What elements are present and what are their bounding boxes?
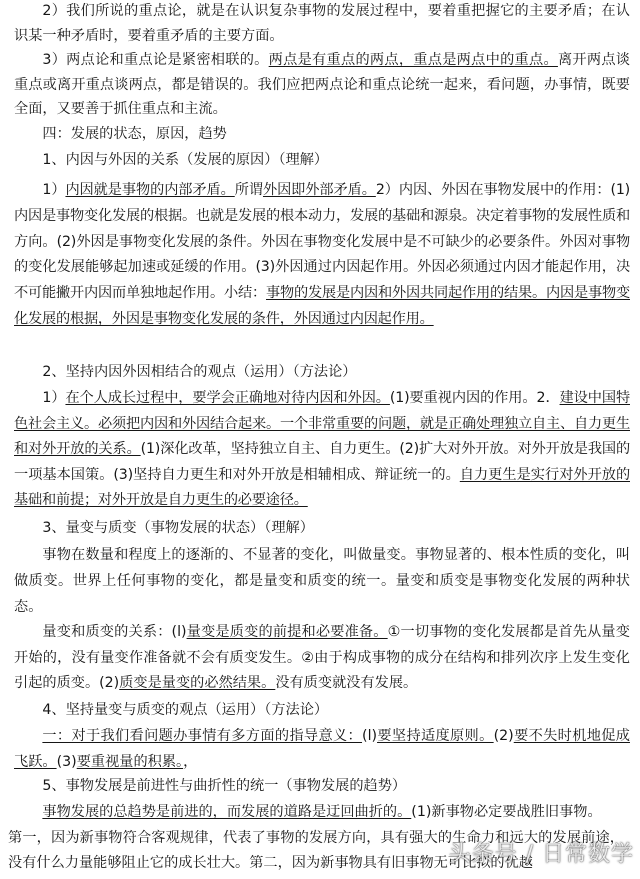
underlined-text: 内因就是事物的内部矛盾。	[65, 182, 235, 198]
underlined-text: 要重视量的积累。	[76, 753, 184, 770]
text: 2）我们所说的重点论，就是在认识复杂事物的发展过程中，要着重把握它的主要矛盾；在认识某一种矛盾时，要着重矛盾的主要方面。	[14, 3, 630, 44]
paragraph-quantity-quality-definition	[0, 542, 640, 620]
underlined-text: 自力更生是实行对外开放的基础和前提；对外开放是自力更生的必要途径。	[14, 466, 630, 509]
heading-text: 5、事物发展是前进性与曲折性的统一（事物发展的趋势）	[42, 778, 407, 794]
text: ，	[183, 753, 198, 770]
paragraph-guidance	[0, 724, 640, 775]
paragraph-two-points-and-focus	[0, 48, 640, 122]
subheading-internal-external	[0, 148, 640, 173]
underlined-text: 事物的发展是内因和外因共同起作用的结果。内因是事物变化发展的根据，外因是事物变化发展的条件，外因通过内因起作用。	[14, 285, 630, 327]
text: 3）两点论和重点论是紧密相联的。	[42, 52, 269, 68]
text: 离开两点谈重点或离开重点谈两点，都是错误的。我们应把两点论和重点论统一起来，看问题，办事情，既要全面，又要善于抓住重点和主流。	[14, 52, 630, 117]
text: (1)要重视内因的作用。2．	[389, 390, 560, 406]
heading-text: 1、内因与外因的关系（发展的原因）（理解）	[42, 152, 329, 168]
text: 量变和质变的关系：(l)	[42, 624, 187, 640]
text: 所谓	[234, 182, 263, 198]
text: (l)	[362, 728, 378, 744]
text: 1）	[42, 182, 66, 198]
paragraph-general-trend	[0, 800, 640, 825]
underlined-text: 要不失时机地促成飞跃。	[14, 728, 630, 770]
paragraph-new-things	[0, 826, 634, 876]
underlined-text: 要坚持适度原则。	[377, 728, 494, 744]
text: (3)	[56, 753, 77, 770]
text: ①一切事物的变化发展都是首先从量变开始的，没有量变作准备就不会有质变发生。②由于构成事物的成分在结构和排列次序上发生变化引起的质变。(2)	[14, 624, 630, 691]
paragraph-internal-external-causes	[0, 178, 640, 333]
paragraph-quantity-quality-relation	[0, 620, 640, 697]
underlined-text: 一：对于我们看问题办事情有多方面的指导意义：	[42, 728, 363, 744]
heading-text: 四：发展的状态，原因，趋势	[42, 126, 227, 142]
underlined-text: 在个人成长过程中，要学会正确地对待内因和外因。	[65, 390, 390, 406]
text: (1)新事物必定要战胜旧事物。	[411, 804, 602, 820]
text: 事物在数量和程度上的逐渐的、不显著的变化，叫做量变。事物显著的、根本性质的变化，叫做质变。世界上任何事物的变化，都是量变和质变的统一。量变和质变是事物变化发展的两种状态。	[14, 547, 630, 615]
underlined-text: 外因即外部矛盾。	[262, 182, 376, 198]
text: 第一，因为新事物符合客观规律，代表了事物的发展方向，具有强大的生命力和远大的发展前途，没有什么力量能够阻止它的成长壮大。第二，因为新事物具有旧事物无可比拟的优越	[8, 830, 624, 871]
text: 没有质变就没有发展。	[275, 675, 418, 691]
underlined-text: 建设中国特色社会主义。必须把内因和外因结合起来。一个非常重要的问题，就是正确处理独立自主、自力更生和对外开放的关系。	[14, 390, 630, 458]
underlined-text: 事物发展的总趋势是前进的，而发展的道路是迂回曲折的。	[42, 804, 412, 820]
underlined-text: 量变是质变的前提和必要准备。	[186, 624, 388, 640]
heading-text: 4、坚持量变与质变的观点（运用）（方法论）	[42, 702, 329, 718]
text: (1)深化改革，坚持独立自主、自力更生。(2)扩大对外开放。对外开放是我国的一项基本国策。(3)坚持自力更生和对外开放是相辅相成、辩证统一的。	[14, 441, 630, 483]
subheading-quantity-quality	[0, 516, 640, 541]
heading-text: 3、量变与质变（事物发展的状态）（理解）	[42, 520, 314, 536]
subheading-development-trend	[0, 774, 640, 799]
section-heading-4	[0, 122, 640, 147]
text: (2)	[493, 728, 514, 744]
subheading-quantity-quality-method	[0, 698, 640, 723]
underlined-text: 两点是有重点的两点，重点是两点中的重点。	[268, 52, 558, 68]
underlined-text: 质变是量变的必然结果。	[119, 675, 276, 691]
paragraph-combine-causes	[0, 386, 640, 514]
text: 1）	[42, 390, 66, 406]
subheading-combine-causes	[0, 360, 640, 385]
paragraph-focus-theory	[0, 0, 640, 48]
heading-text: 2、坚持内因外因相结合的观点（运用）（方法论）	[42, 364, 357, 380]
text: 2）内因、外因在事物发展中的作用：(1)内因是事物变化发展的根据。也就是发展的根本动力，发展的基础和源泉。决定着事物的发展性质和方向。(2)外因是事物变化发展的条件。外因在事物变化发展中是不可缺少的必要条件。外因对事物的变化发展能够起加速或延缓的作用。(3)外因通过内因起作用。外因必须通过内因才能起作用，决不可能撇开内因而单独地起作用。小结：	[14, 182, 630, 302]
watermark: 头条号 / 日常数学	[448, 841, 634, 867]
